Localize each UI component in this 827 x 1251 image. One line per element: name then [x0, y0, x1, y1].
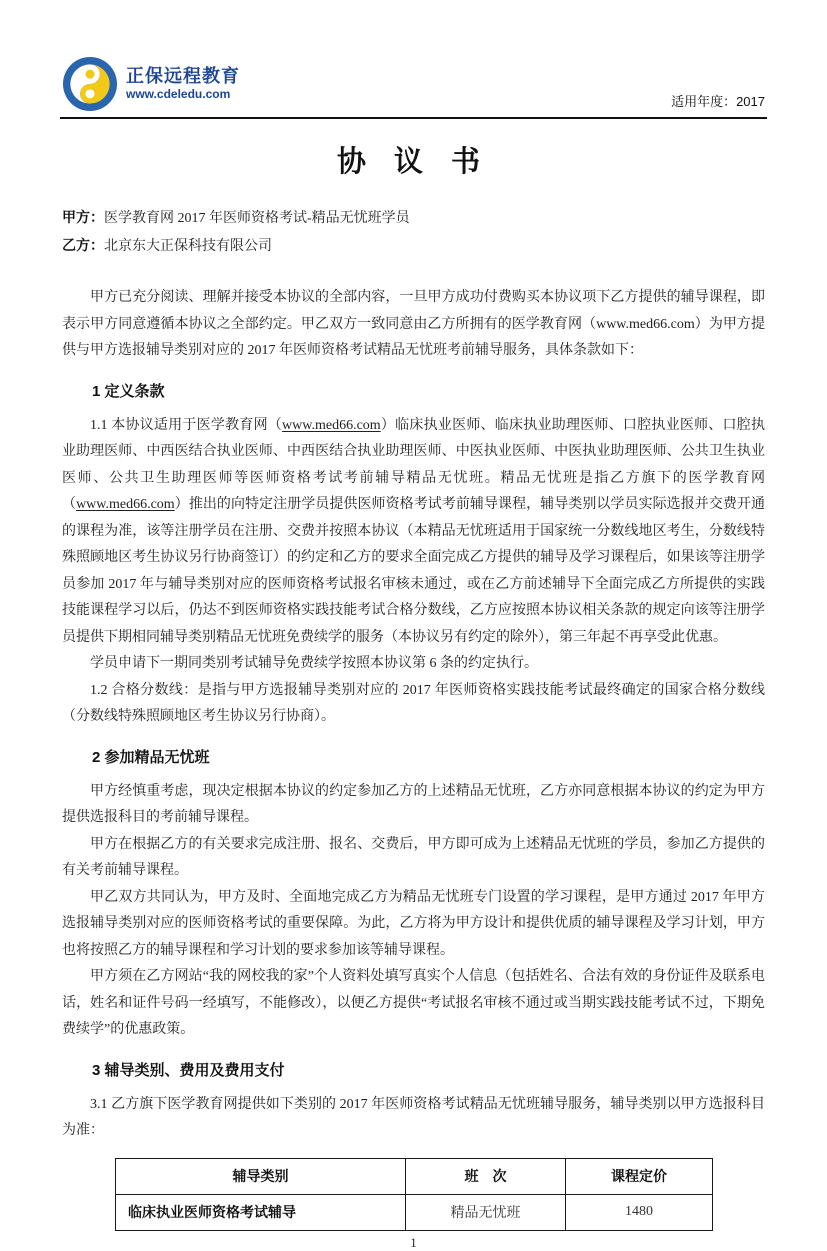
paragraph	[62, 964, 765, 1044]
paragraph	[62, 885, 765, 965]
party-a-value: 医学教育网 2017 年医师资格考试-精品无忧班学员	[104, 211, 410, 226]
party-a-line	[62, 204, 765, 232]
brand-url: www.cdeledu.com	[126, 87, 231, 102]
document-body	[62, 285, 765, 1231]
document-title: 协 议 书	[336, 146, 491, 178]
fee-table-header-cell: 辅导类别	[116, 1158, 406, 1194]
page-header	[62, 56, 765, 112]
party-a-label: 甲方：	[62, 209, 104, 225]
parties-block	[62, 204, 765, 260]
fee-table-row	[116, 1194, 713, 1230]
fee-table-header-cell: 课程定价	[566, 1158, 713, 1194]
cdeledu-logo-icon	[62, 56, 118, 112]
paragraph	[62, 285, 765, 365]
fee-table-header-row	[116, 1158, 713, 1194]
fee-class-cell: 精品无忧班	[406, 1194, 566, 1230]
paragraph-text: 1.2 合格分数线：是指与甲方选报辅导类别对应的 2017 年医师资格实践技能考试最终确定的国家合格分数线（分数线特殊照顾地区考生协议另行协商）。	[62, 682, 765, 724]
applicable-year-label: 适用年度：2017	[671, 94, 765, 109]
document-page	[0, 56, 827, 1250]
page-number: 1	[410, 1235, 417, 1250]
inline-url-text: www.med66.com	[76, 497, 175, 512]
paragraph	[62, 779, 765, 832]
brand-block	[62, 56, 240, 112]
brand-text	[126, 66, 240, 102]
paragraph	[62, 1092, 765, 1145]
paragraph-text: ）推出的向特定注册学员提供医师资格考试考前辅导课程，辅导类别以学员实际选报并交费开通的课程为准，该等注册学员在注册、交费并按照本协议（本精品无忧班适用于国家统一分数线地区考生，分数线特殊照顾地区考生协议另行协商签订）的约定和乙方的要求全面完成乙方提供的辅导及学习课程后，如果该等注册学员参加 2017 年与辅导类别对应的医师资格考试报名审核未通过，或在乙方前述辅导下全面完成乙方所提供的实践技能课程学习以后，仍达不到医师资格实践技能考试合格分数线，乙方应按照本协议相关条款的规定向该等注册学员提供下期相同辅导类别精品无忧班免费续学的服务（本协议另有约定的除外），第三年起不再享受此优惠。	[62, 497, 766, 645]
paragraph-text: 学员申请下一期同类别考试辅导免费续学按照本协议第 6 条的约定执行。	[90, 656, 538, 671]
paragraph	[62, 651, 765, 678]
party-b-value: 北京东大正保科技有限公司	[104, 239, 272, 254]
paragraph	[62, 413, 765, 652]
header-divider	[60, 117, 767, 119]
paragraph	[62, 678, 765, 731]
paragraph-text: 甲乙双方共同认为，甲方及时、全面地完成乙方为精品无忧班专门设置的学习课程，是甲方通过 2017 年甲方选报辅导类别对应的医师资格考试的重要保障。为此，乙方将为甲方设计和提供优质的辅导课程及学习计划，甲方也将按照乙方的辅导课程和学习计划的要求参加该等辅导课程。	[62, 889, 765, 958]
paragraph	[62, 832, 765, 885]
paragraph-text: 甲方已充分阅读、理解并接受本协议的全部内容，一旦甲方成功付费购买本协议项下乙方提供的辅导课程，即表示甲方同意遵循本协议之全部约定。甲乙双方一致同意由乙方所拥有的医学教育网（www.med66.com）为甲方提供与甲方选报辅导类别对应的 2017 年医师资格考试精品无忧班考前辅导服务，具体条款如下：	[62, 290, 765, 358]
fee-table-header-cell: 班 次	[406, 1158, 566, 1194]
section-heading: 3 辅导类别、费用及费用支付	[92, 1061, 285, 1079]
paragraph-text: 甲方须在乙方网站“我的网校我的家”个人资料处填写真实个人信息（包括姓名、合法有效的身份证件及联系电话，姓名和证件号码一经填写，不能修改），以便乙方提供“考试报名审核不通过或当期实践技能考试不过，下期免费续学”的优惠政策。	[62, 969, 765, 1037]
party-b-line	[62, 232, 765, 260]
party-b-label: 乙方：	[62, 237, 104, 253]
fee-table	[115, 1158, 713, 1231]
paragraph-text: 甲方经慎重考虑，现决定根据本协议的约定参加乙方的上述精品无忧班，乙方亦同意根据本协议的约定为甲方提供选报科目的考前辅导课程。	[62, 783, 765, 825]
inline-url-text: www.med66.com	[282, 417, 381, 433]
fee-category-cell: 临床执业医师资格考试辅导	[116, 1194, 406, 1230]
paragraph-text: ）临床执业医师、临床执业助理医师、口腔执业医师、口腔执业助理医师、中西医结合执业医师、中西医结合执业助理医师、中医执业医师、中医执业助理医师、公共卫生执业医师、公共卫生助理医师等医师资格考试考前辅导精品无忧班。精品无忧班是指乙方旗下的医学教育网（	[62, 417, 766, 512]
fee-price-cell: 1480	[566, 1194, 713, 1230]
section-heading: 1 定义条款	[92, 382, 165, 400]
paragraph-text: 3.1 乙方旗下医学教育网提供如下类别的 2017 年医师资格考试精品无忧班辅导服务，辅导类别以甲方选报科目为准：	[62, 1096, 765, 1138]
paragraph-text: 1.1 本协议适用于医学教育网（	[90, 417, 283, 433]
document-content	[62, 204, 765, 1251]
brand-name: 正保远程教育	[126, 65, 240, 86]
paragraph-text: 甲方在根据乙方的有关要求完成注册、报名、交费后，甲方即可成为上述精品无忧班的学员，参加乙方提供的有关考前辅导课程。	[62, 836, 765, 878]
section-heading: 2 参加精品无忧班	[92, 748, 210, 766]
